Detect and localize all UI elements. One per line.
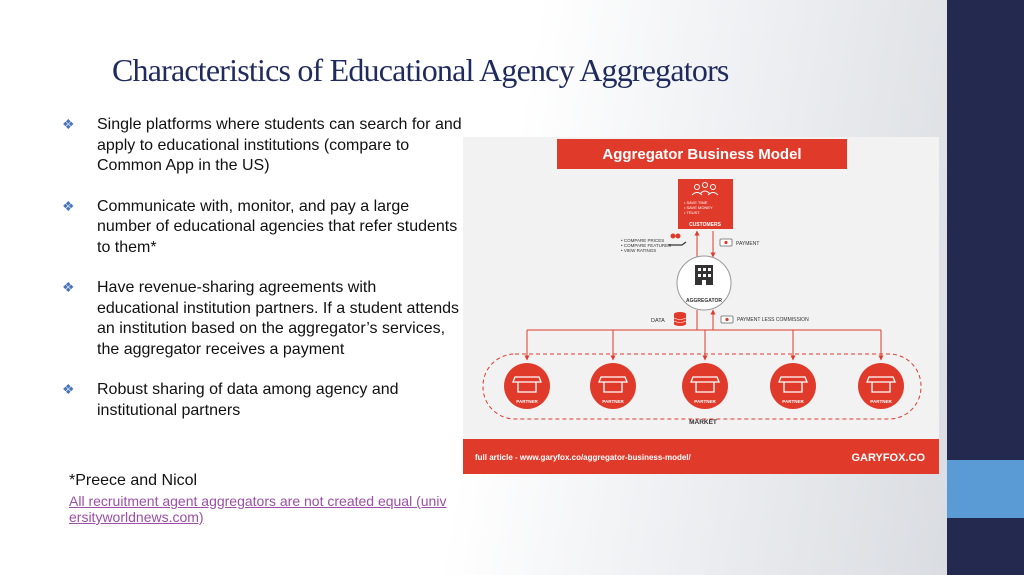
customer-benefit: • SAVE MONEY <box>684 205 713 210</box>
bullet-text: Have revenue-sharing agreements with educational institution partners. If a student attends an institution based on the aggregator’s services, the aggregator receives a payment <box>97 279 460 358</box>
partner-label: PARTNER <box>516 399 538 404</box>
bullet-item <box>62 278 462 360</box>
citation-note: *Preece and Nicol <box>69 472 198 489</box>
diagram-title: Aggregator Business Model <box>602 146 802 163</box>
bullet-item <box>62 115 462 177</box>
partner-node <box>770 363 816 409</box>
compare-item: • VIEW RATINGS <box>621 248 657 253</box>
payment-icon <box>720 239 732 246</box>
bullet-item <box>62 380 462 421</box>
partner-label: PARTNER <box>782 399 804 404</box>
bullet-text: Single platforms where students can search for and apply to educational institutions (compare to Common App in the US) <box>97 116 462 174</box>
slide-title: Characteristics of Educational Agency Aggregators <box>112 52 729 88</box>
source-link[interactable]: All recruitment agent aggregators are not created equal (universityworldnews.com) <box>69 493 447 525</box>
customer-benefit: • SAVE TIME <box>684 200 708 205</box>
footer-brand: GARYFOX.CO <box>851 452 925 464</box>
footer-url: full article - www.garyfox.co/aggregator-business-model/ <box>475 453 691 462</box>
payment-less-commission-label: PAYMENT LESS COMMISSION <box>737 317 809 323</box>
bullet-list <box>62 115 462 441</box>
commission-icon <box>721 316 733 323</box>
bullet-text: Communicate with, monitor, and pay a large number of educational agencies that refer students to them* <box>97 197 458 256</box>
diamond-cluster-icon: ❖ <box>62 279 75 295</box>
partner-node <box>504 363 550 409</box>
bullet-item <box>62 197 462 259</box>
customers-label: CUSTOMERS <box>689 222 721 228</box>
partner-label: PARTNER <box>602 399 624 404</box>
aggregator-diagram <box>463 137 939 474</box>
partner-node <box>682 363 728 409</box>
partner-node <box>590 363 636 409</box>
bullet-text: Robust sharing of data among agency and institutional partners <box>97 381 399 419</box>
database-icon <box>674 312 686 326</box>
payment-label: PAYMENT <box>736 241 760 247</box>
partner-node <box>858 363 904 409</box>
building-icon <box>695 265 713 285</box>
diamond-cluster-icon: ❖ <box>62 116 75 132</box>
right-accent-block <box>947 460 1024 518</box>
aggregator-label: AGGREGATOR <box>686 298 722 304</box>
diamond-cluster-icon: ❖ <box>62 197 75 214</box>
partner-label: PARTNER <box>870 399 892 404</box>
compare-item: • COMPARE PRICES <box>621 238 665 243</box>
customer-benefit: • TRUST <box>684 210 700 215</box>
market-label: MARKET <box>689 419 717 426</box>
compare-item: • COMPARE FEATURES <box>621 243 672 248</box>
data-label: DATA <box>651 318 665 324</box>
diamond-cluster-icon: ❖ <box>62 381 75 397</box>
partner-label: PARTNER <box>694 399 716 404</box>
